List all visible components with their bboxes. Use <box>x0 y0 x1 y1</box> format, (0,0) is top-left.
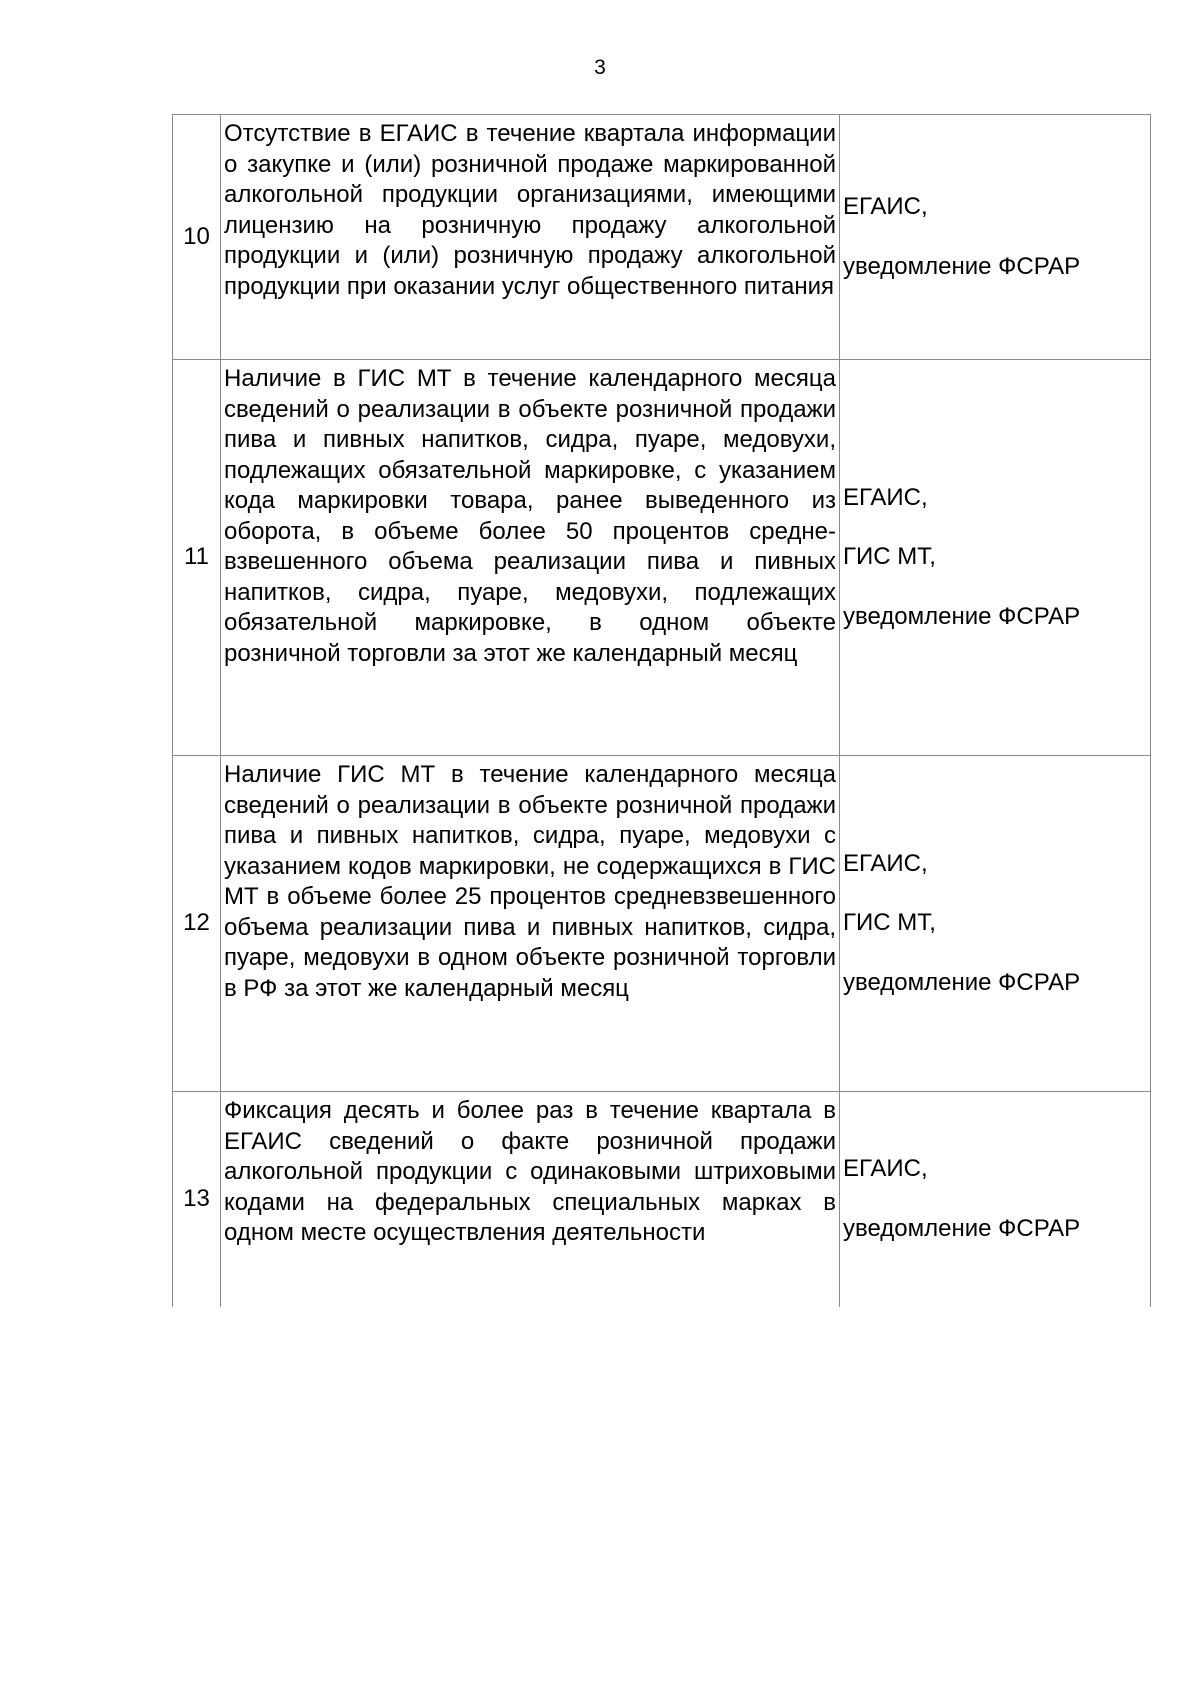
row-number: 11 <box>173 360 221 756</box>
source-item: уведомление ФСРАР <box>843 968 1081 996</box>
information-source-cell <box>840 1092 1151 1307</box>
table-row <box>173 756 1151 1092</box>
source-item: ГИС МТ, <box>843 543 936 571</box>
source-item: ЕГАИС, <box>843 1155 928 1183</box>
table-row <box>173 1092 1151 1307</box>
source-item: уведомление ФСРАР <box>843 602 1081 630</box>
criterion-description-cell <box>221 360 840 756</box>
row-number: 10 <box>173 115 221 360</box>
source-item: ЕГАИС, <box>843 849 928 877</box>
criterion-description: Наличие ГИС МТ в течение календарного месяца сведений о реализации в объекте розничной продажи пива и пивных напитков, сидра, пуаре, медовухи с указанием кодов маркировки, не содержащихся в ГИС МТ в объеме более 25 процентов средневзвешенного объема реализации пива и пивных напитков, сидра, пуаре, медовухи в одном объекте розничной торговли в РФ за этот же календарный месяц <box>224 761 836 1002</box>
information-source-cell <box>840 360 1151 756</box>
information-source-cell <box>840 115 1151 360</box>
criterion-description: Фиксация десять и более раз в течение квартала в ЕГАИС сведений о факте розничной продажи алкогольной продукции с одинаковыми штриховыми кодами на федеральных специальных марках в одном месте осуществления деятельности <box>224 1097 836 1246</box>
criterion-description: Наличие в ГИС МТ в течение календарного месяца сведений о реализации в объекте розничной продажи пива и пивных напитков, сидра, пуаре, медовухи, подлежащих обязательной маркировке, с указанием кода маркировки товара, ранее выведенного из оборота, в объеме более 50 процентов средне-взвешенного объема реализации пива и пивных напитков, сидра, пуаре, медовухи, подлежащих обязательной маркировке, в одном объекте розничной торговли за этот же календарный месяц <box>224 365 836 667</box>
table-row <box>173 115 1151 360</box>
table-row <box>173 360 1151 756</box>
source-item: ЕГАИС, <box>843 193 928 220</box>
criterion-description: Отсутствие в ЕГАИС в течение квартала информации о закупке и (или) розничной продаже маркированной алкогольной продукции организациями, имеющими лицензию на розничную продажу алкогольной продукции и (или) розничную продажу алкогольной продукции при оказании услуг общественного питания <box>224 120 836 300</box>
page-number: 3 <box>594 56 606 79</box>
source-item: уведомление ФСРАР <box>843 252 1081 280</box>
criterion-description-cell <box>221 756 840 1092</box>
source-item: ГИС МТ, <box>843 909 936 937</box>
row-number: 13 <box>173 1092 221 1307</box>
information-source-cell <box>840 756 1151 1092</box>
criterion-description-cell <box>221 115 840 360</box>
source-item: уведомление ФСРАР <box>843 1214 1081 1242</box>
criteria-table <box>172 114 1151 1307</box>
row-number: 12 <box>173 756 221 1092</box>
criterion-description-cell <box>221 1092 840 1307</box>
source-item: ЕГАИС, <box>843 483 928 511</box>
